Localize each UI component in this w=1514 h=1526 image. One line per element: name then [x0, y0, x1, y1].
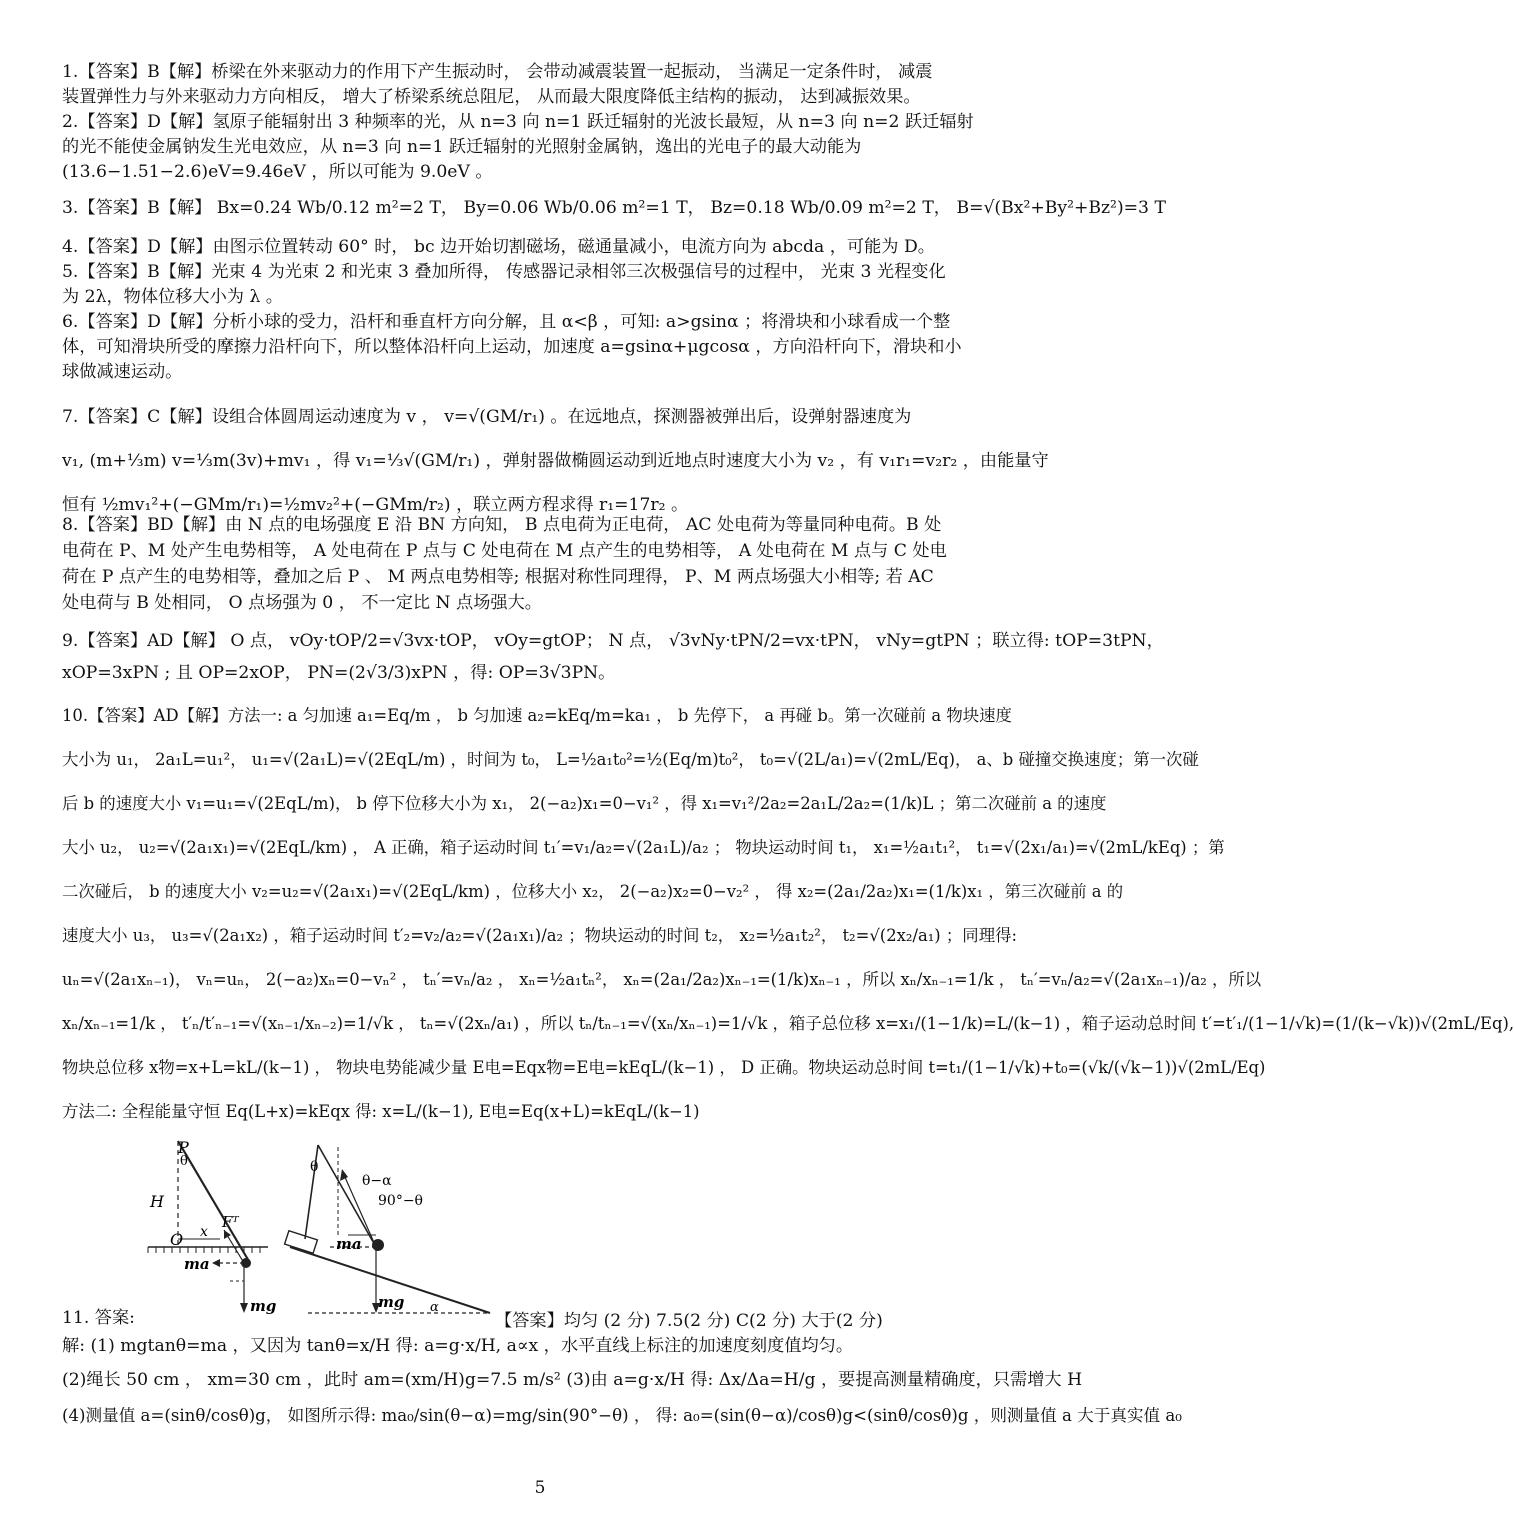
label-ma-right: ma [336, 1235, 362, 1253]
text-line: 大小为 u₁， 2a₁L=u₁²， u₁=√(2a₁L)=√(2EqL/m) ，时间为 t₀， L=½a₁t₀²=½(Eq/m)t₀²， t₀=√(2L/a₁)=√(2mL/Eq)， a、b 碰撞交换速度；第一次碰 [62, 750, 1199, 769]
text-line: 球做减速运动。 [62, 362, 183, 382]
page-number: 5 [534, 1478, 546, 1498]
answer-q10 [62, 694, 1514, 1134]
text-line: 后 b 的速度大小 v₁=u₁=√(2EqL/m)， b 停下位移大小为 x₁， 2(−a₂)x₁=0−v₁² ，得 x₁=v₁²/2a₂=2a₁L/2a₂=(1/k)L ；第二次碰前 a 的速度 [62, 794, 1107, 813]
answer-q5 [62, 260, 1022, 310]
q11-line-2: (2)绳长 50 cm ， xm=30 cm ，此时 am=(xm/H)g=7.5 m/s² (3)由 a=g·x/H 得: Δx/Δa=H/g ，要提高测量精确度，只需增大 H [62, 1370, 1083, 1390]
text-line: v₁, (m+⅓m) v=⅓m(3v)+mv₁ ，得 v₁=⅓√(GM/r₁) ，弹射器做椭圆运动到近地点时速度大小为 v₂ ，有 v₁r₁=v₂r₂ ，由能量守 [62, 451, 1049, 471]
text-line: 体，可知滑块所受的摩擦力沿杆向下，所以整体沿杆向上运动，加速度 a=gsinα+μgcosα ，方向沿杆向下，滑块和小 [62, 337, 962, 357]
label-h: H [150, 1192, 164, 1211]
text-line: xₙ/xₙ₋₁=1/k ， t′ₙ/t′ₙ₋₁=√(xₙ₋₁/xₙ₋₂)=1/√k ， tₙ=√(2xₙ/a₁) ，所以 tₙ/tₙ₋₁=√(xₙ/xₙ₋₁)=1/√k ，箱子总位移 x=x₁/(1−1/k)=L/(k−1) ，箱子运动总时间 t′=t′₁/(1−1/√k)=(1/(k−√k))√(2mL/Eq), [62, 1014, 1514, 1033]
text-line: 9.【答案】AD【解】 O 点， vOy·tOP/2=√3vx·tOP， vOy=gtOP； N 点， √3vNy·tPN/2=vx·tPN， vNy=gtPN ；联立得: tOP=3tPN， [62, 631, 1164, 651]
text-line: 速度大小 u₃， u₃=√(2a₁x₂) ，箱子运动时间 t′₂=v₂/a₂=√(2a₁x₁)/a₂ ；物块运动的时间 t₂， x₂=½a₁t₂²， t₂=√(2x₂/a₁) ；同理得: [62, 926, 1017, 945]
answer-q1 [62, 60, 1022, 110]
label-x: x [200, 1224, 208, 1240]
answer-q6 [62, 310, 1022, 385]
text-line: uₙ=√(2a₁xₙ₋₁)， vₙ=uₙ， 2(−a₂)xₙ=0−vₙ² ， tₙ′=vₙ/a₂ ， xₙ=½a₁tₙ²， xₙ=(2a₁/2a₂)xₙ₋₁=(1/k)xₙ₋₁ ，所以 xₙ/xₙ₋₁=1/k ， tₙ′=vₙ/a₂=√(2a₁xₙ₋₁)/a₂ ，所以 [62, 970, 1262, 989]
text-line: 1.【答案】B【解】桥梁在外来驱动力的作用下产生振动时， 会带动减震装置一起振动， 当满足一定条件时， 减震 [62, 62, 933, 82]
text-line: 为 2λ，物体位移大小为 λ 。 [62, 287, 283, 307]
label-o: O [170, 1230, 184, 1249]
label-90-theta: 90°−θ [378, 1193, 423, 1209]
answer-q3 [62, 196, 1166, 221]
q11-line-3: (4)测量值 a=(sinθ/cosθ)g， 如图所示得: ma₀/sin(θ−α)=mg/sin(90°−θ) ， 得: a₀=(sin(θ−α)/cosθ)g<(sinθ/cosθ)g ，则测量值 a 大于真实值 a₀ [62, 1406, 1182, 1425]
text-line: 的光不能使金属钠发生光电效应，从 n=3 向 n=1 跃迁辐射的光照射金属钠，逸出的光电子的最大动能为 [62, 137, 862, 157]
q11-line-1: 解: (1) mgtanθ=ma ，又因为 tanθ=x/H 得: a=g·x/H, a∝x ，水平直线上标注的加速度刻度值均匀。 [62, 1336, 854, 1356]
label-p: P [178, 1138, 189, 1157]
text-line: 4.【答案】D【解】由图示位置转动 60° 时， bc 边开始切割磁场，磁通量减小，电流方向为 abcda ，可能为 D。 [62, 237, 935, 257]
text-line: 恒有 ½mv₁²+(−GMm/r₁)=½mv₂²+(−GMm/r₂) ，联立两方程求得 r₁=17r₂ 。 [62, 495, 689, 515]
text-line: 荷在 P 点产生的电势相等，叠加之后 P 、 M 两点电势相等; 根据对称性同理得， P、M 两点场强大小相等; 若 AC [62, 567, 934, 587]
text-line: 装置弹性力与外来驱动力方向相反， 增大了桥梁系统总阻尼， 从而最大限度降低主结构的振动， 达到减振效果。 [62, 87, 921, 107]
text-line: 5.【答案】B【解】光束 4 为光束 2 和光束 3 叠加所得， 传感器记录相邻三次极强信号的过程中， 光束 3 光程变化 [62, 262, 946, 282]
answer-q2 [62, 110, 1022, 185]
answer-q8 [62, 512, 1022, 616]
text-line: xOP=3xPN ; 且 OP=2xOP， PN=(2√3/3)xPN ，得: OP=3√3PN。 [62, 663, 616, 683]
label-mg-right: mg [378, 1293, 405, 1311]
text-line: 2.【答案】D【解】氢原子能辐射出 3 种频率的光，从 n=3 向 n=1 跃迁辐射的光波长最短，从 n=3 向 n=2 跃迁辐射 [62, 112, 974, 132]
text-line: 电荷在 P、M 处产生电势相等， A 处电荷在 P 点与 C 处电荷在 M 点产生的电势相等， A 处电荷在 M 点与 C 处电 [62, 541, 947, 561]
text-line: 大小 u₂， u₂=√(2a₁x₁)=√(2EqL/km) ， A 正确，箱子运动时间 t₁′=v₁/a₂=√(2a₁L)/a₂ ； 物块运动时间 t₁， x₁=½a₁t₁²， t₁=√(2x₁/a₁)=√(2mL/kEq) ；第 [62, 838, 1225, 857]
answer-q4 [62, 235, 1022, 260]
text-line: 8.【答案】BD【解】由 N 点的电场强度 E 沿 BN 方向知， B 点电荷为正电荷， AC 处电荷为等量同种电荷。B 处 [62, 515, 942, 535]
text-line: 7.【答案】C【解】设组合体圆周运动速度为 v ， v=√(GM/r₁) 。在远地点，探测器被弹出后，设弹射器速度为 [62, 407, 912, 427]
label-theta-right: θ [310, 1159, 319, 1175]
text-line: 二次碰后， b 的速度大小 v₂=u₂=√(2a₁x₁)=√(2EqL/km) ，位移大小 x₂， 2(−a₂)x₂=0−v₂² ， 得 x₂=(2a₁/2a₂)x₁=(1/k)x₁ ，第三次碰前 a 的 [62, 882, 1124, 901]
q11-diagrams [140, 1135, 500, 1315]
label-theta-alpha: θ−α [362, 1173, 392, 1189]
text-line: 10.【答案】AD【解】方法一: a 匀加速 a₁=Eq/m ， b 匀加速 a₂=kEq/m=ka₁ ， b 先停下， a 再碰 b。第一次碰前 a 物块速度 [62, 706, 1012, 725]
text-line: 物块总位移 x物=x+L=kL/(k−1) ， 物块电势能减少量 E电=Eqx物=E电=kEqL/(k−1) ， D 正确。物块运动总时间 t=t₁/(1−1/√k)+t₀=(√k/(√k−1))√(2mL/Eq) [62, 1058, 1266, 1077]
label-ft: Fᵀ [222, 1213, 239, 1231]
answer-q7 [62, 395, 1049, 527]
answer-q9 [62, 625, 1164, 689]
text-line: 方法二: 全程能量守恒 Eq(L+x)=kEqx 得: x=L/(k−1), E电=Eq(x+L)=kEqL/(k−1) [62, 1102, 700, 1121]
label-mg-left: mg [250, 1297, 277, 1315]
label-theta: θ [180, 1154, 188, 1169]
q11-answer: 【答案】均匀 (2 分) 7.5(2 分) C(2 分) 大于(2 分) [495, 1311, 883, 1331]
label-ma-left: ma [184, 1255, 210, 1273]
text-line: 6.【答案】D【解】分析小球的受力，沿杆和垂直杆方向分解，且 α<β ，可知: a>gsinα ；将滑块和小球看成一个整 [62, 312, 951, 332]
label-alpha: α [430, 1300, 439, 1315]
pendulum-diagram [148, 1141, 268, 1313]
text-line: 处电荷与 B 处相同， O 点场强为 0 ， 不一定比 N 点场强大。 [62, 593, 542, 613]
text-line: (13.6−1.51−2.6)eV=9.46eV ，所以可能为 9.0eV 。 [62, 162, 493, 182]
text-line: 3.【答案】B【解】 Bx=0.24 Wb/0.12 m²=2 T， By=0.06 Wb/0.06 m²=1 T， Bz=0.18 Wb/0.09 m²=2 T， B=√(Bx²+By²+Bz²)=3 T [62, 198, 1166, 218]
q11-label: 11. 答案: [62, 1308, 135, 1328]
